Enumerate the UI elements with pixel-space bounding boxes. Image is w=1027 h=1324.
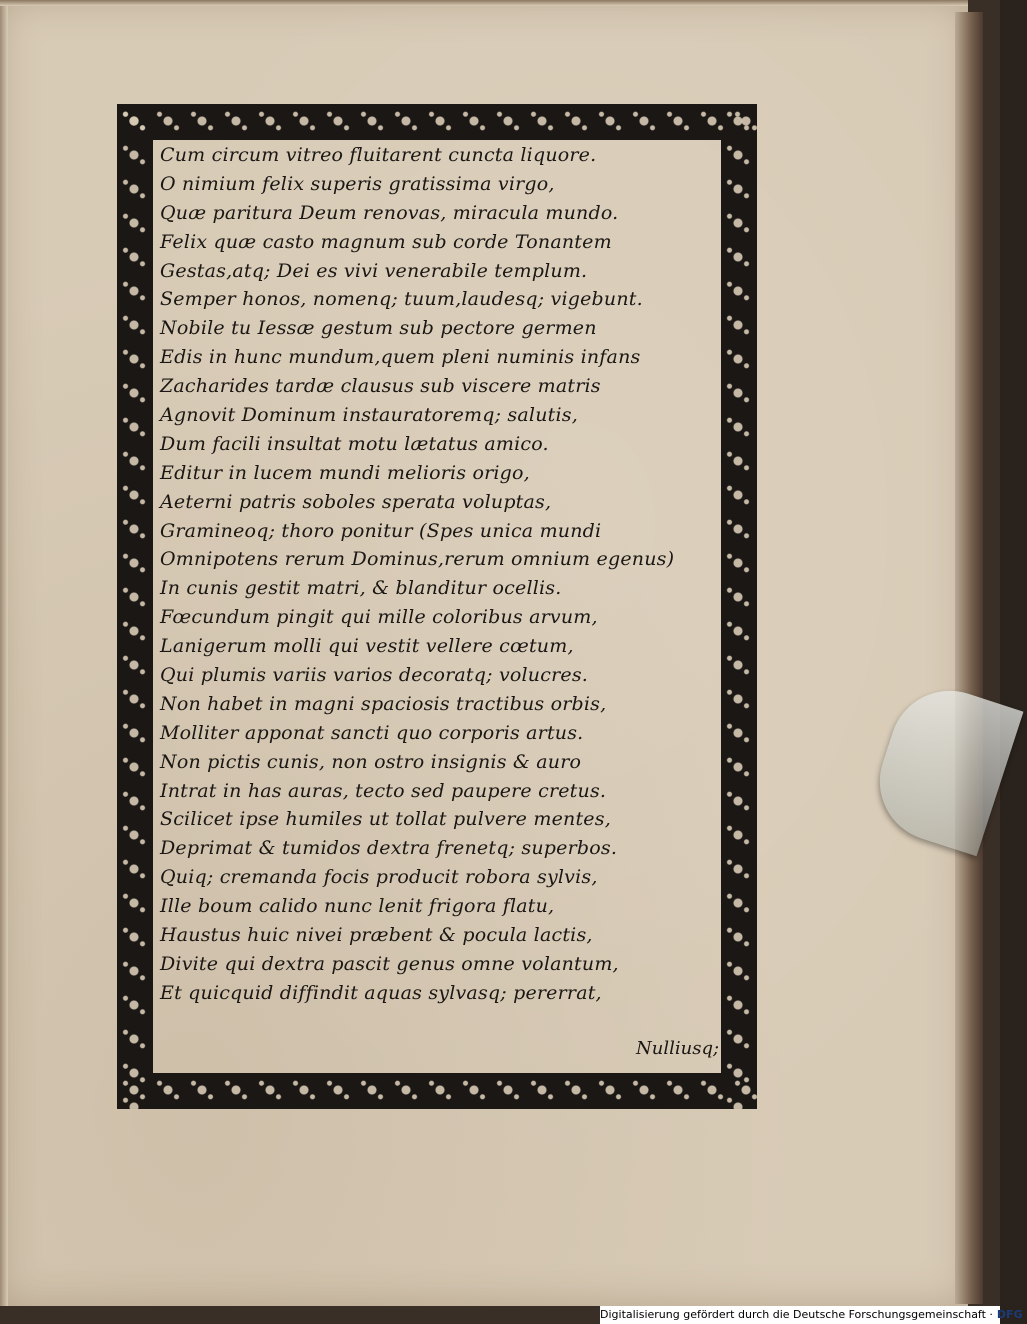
poem-text [160,141,720,1008]
verse-line: Intrat in has auras, tecto sed paupere cretus. [160,779,607,802]
verse-line: Felix quæ casto magnum sub corde Tonantem [160,230,612,253]
verse-line: Fœcundum pingit qui mille coloribus arvum, [160,606,598,629]
verse-line: Haustus huic nivei præbent & pocula lactis, [160,924,593,947]
verse-line: Semper honos, nomenq; tuum,laudesq; vigebunt. [160,288,643,311]
digitization-footer [600,1306,1023,1324]
verse-line: Nobile tu Iessæ gestum sub pectore germen [160,317,597,340]
page-top-edge [0,0,968,6]
verse-line: Quæ paritura Deum renovas, miracula mundo. [160,201,619,224]
verse-line: Gramineoq; thoro ponitur (Spes unica mundi [160,519,602,542]
verse-line: O nimium felix superis gratissima virgo, [160,172,555,195]
verse-line: Molliter apponat sancti quo corporis artus. [160,721,584,744]
verse-line: Cum circum vitreo fluitarent cuncta liquore. [160,144,597,166]
verse-line: Zacharides tardæ clausus sub viscere matris [160,375,601,398]
verse-line: Et quicquid diffindit aquas sylvasq; pererrat, [160,981,602,1004]
verse-line: Agnovit Dominum instauratoremq; salutis, [160,404,578,427]
verse-line: Quiq; cremanda focis producit robora sylvis, [160,866,598,889]
verse-line: Divite qui dextra pascit genus omne volantum, [160,952,619,975]
book-cover-edge [955,12,983,1304]
verse-line: Non pictis cunis, non ostro insignis & auro [160,750,582,773]
verse-line: Aeterni patris soboles sperata voluptas, [160,490,552,513]
page-left-edge [0,0,8,1306]
catchword: Nulliusq; [636,1038,720,1059]
verse-line: Qui plumis variis varios decoratq; volucres. [160,664,589,687]
verse-line: Gestas,atq; Dei es vivi venerabile templum. [160,259,588,282]
verse-line: Dum facili insultat motu lætatus amico. [160,432,549,455]
verse-line: Deprimat & tumidos dextra frenetq; superbos. [160,837,618,860]
verse-line: Lanigerum molli qui vestit vellere cœtum, [160,635,574,658]
verse-line: Edis in hunc mundum,quem pleni numinis infans [160,346,641,369]
dfg-logo: DFG [996,1308,1023,1321]
verse-line: Ille boum calido nunc lenit frigora flatu, [160,895,555,918]
verse-line: Omnipotens rerum Dominus,rerum omnium egenus) [160,548,675,571]
verse-line: Editur in lucem mundi melioris origo, [160,461,530,484]
verse-line: Non habet in magni spaciosis tractibus orbis, [160,692,607,715]
footer-credit-text: Digitalisierung gefördert durch die Deutsche Forschungsgemeinschaft · [600,1308,993,1321]
verse-line: Scilicet ipse humiles ut tollat pulvere mentes, [160,808,611,831]
verse-line: In cunis gestit matri, & blanditur ocellis. [160,577,562,600]
